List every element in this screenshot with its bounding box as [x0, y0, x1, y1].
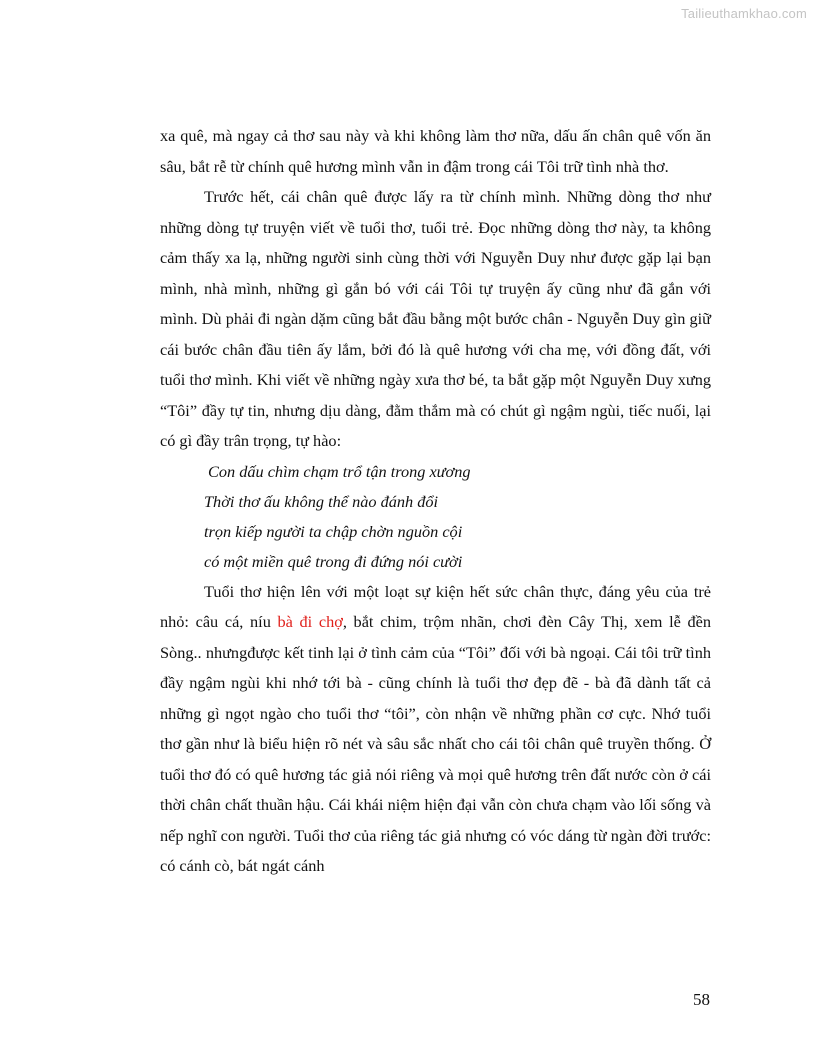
poem-line-4: có một miền quê trong đi đứng nói cười	[204, 551, 463, 571]
paragraph-3-text-end: , bắt chim, trộm nhãn, chơi đèn Cây Thị, xem lễ đền Sòng.. nhưngđược kết tinh lại ở tình cảm của “Tôi” đối với bà ngoại. Cái tôi trữ tình đầy ngậm ngùi khi nhớ tới bà - cũng chính là tuổi thơ đẹp đẽ - bà đã dành tất cả những gì ngọt ngào cho tuổi thơ “tôi”, còn nhận về những phần cơ cực. Nhớ tuổi thơ gần như là biểu hiện rõ nét và sâu sắc nhất cho cái tôi chân quê truyền thống. Ở tuổi thơ đó có quê hương tác giả nói riêng và mọi quê hương trên đất nước còn ở cái thời chân chất thuần hậu. Cái khái niệm hiện đại vẫn còn chưa chạm vào lối sống và nếp nghĩ con người. Tuổi thơ của riêng tác giả nhưng có vóc dáng từ ngàn đời trước: có cánh cò, bát ngát cánh	[160, 612, 711, 875]
poem-line-3: trọn kiếp người ta chập chờn nguồn cội	[204, 521, 463, 541]
poem-excerpt	[160, 457, 711, 577]
page-number: 58	[693, 990, 710, 1009]
highlighted-phrase: bà đi chợ	[277, 612, 343, 631]
page-body	[160, 121, 711, 882]
paragraph-1: xa quê, mà ngay cả thơ sau này và khi không làm thơ nữa, dấu ấn chân quê vốn ăn sâu, bắt rễ từ chính quê hương mình vẫn in đậm trong cái Tôi trữ tình nhà thơ.	[160, 126, 711, 176]
poem-line-1: Con dấu chìm chạm trổ tận trong xương	[208, 461, 471, 481]
paragraph-2: Trước hết, cái chân quê được lấy ra từ chính mình. Những dòng thơ như những dòng tự truyện viết về tuổi thơ, tuổi trẻ. Đọc những dòng thơ này, ta không cảm thấy xa lạ, những người sinh cùng thời với Nguyễn Duy như được gặp lại bạn mình, nhà mình, những gì gắn bó với cái Tôi tự truyện ấy cũng như đã gắn với mình. Dù phải đi ngàn dặm cũng bắt đầu bằng một bước chân - Nguyễn Duy gìn giữ cái bước chân đầu tiên ấy lắm, bởi đó là quê hương với cha mẹ, với đồng đất, với tuổi thơ mình. Khi viết về những ngày xưa thơ bé, ta bắt gặp một Nguyễn Duy xưng “Tôi” đầy tự tin, nhưng dịu dàng, đằm thắm mà có chút gì ngậm ngùi, tiếc nuối, lại có gì đầy trân trọng, tự hào:	[160, 187, 711, 450]
paragraph-3-text-start: Tuổi thơ hiện lên với một loạt sự kiện hết sức chân thực, đáng yêu của trẻ nhỏ: câu cá, níu	[160, 581, 711, 631]
watermark-text: Tailieuthamkhao.com	[681, 6, 807, 21]
poem-line-2: Thời thơ ấu không thể nào đánh đổi	[204, 491, 439, 511]
paragraph-3	[160, 577, 711, 882]
